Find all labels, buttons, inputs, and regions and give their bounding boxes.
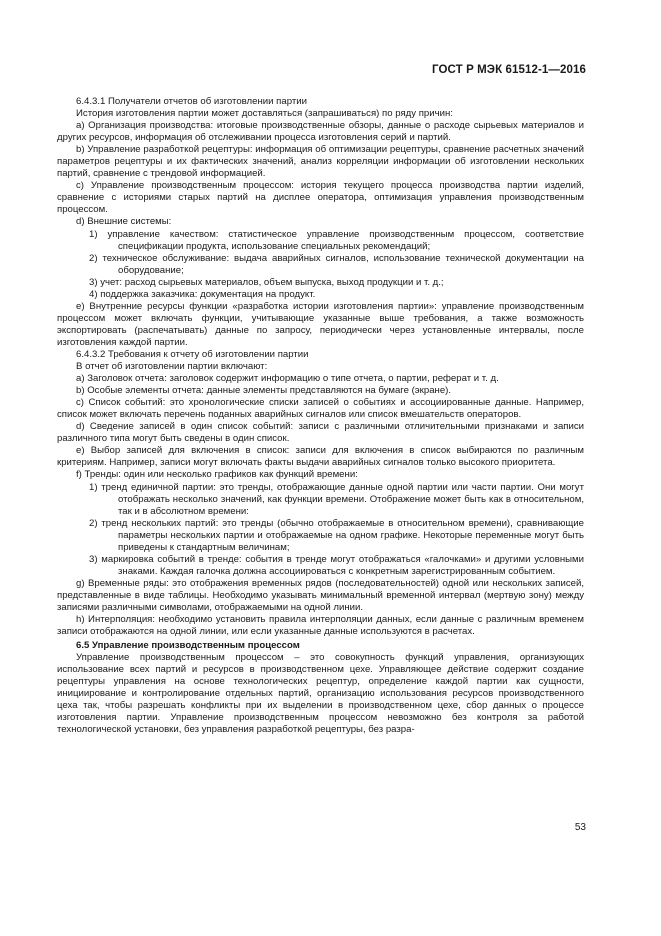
paragraph: В отчет об изготовлении партии включают: — [76, 361, 268, 373]
sub-list-item: 2) техническое обслуживание: выдача аварийных сигналов, использование технической документации на оборудование; — [89, 252, 584, 276]
page-number: 53 — [574, 822, 586, 833]
list-item: c) Управление производственным процессом: история текущего процесса производства партии изделий, сравнение с историями старых партий на дисплее оператора, оптимизация управления производственным процессом. — [57, 180, 584, 216]
list-item: b) Особые элементы отчета: данные элементы представляются на бумаге (экране). — [76, 385, 452, 397]
sub-list-item: 2) тренд нескольких партий: это тренды (обычно отображаемые в относительном времени), сравнивающие параметры нескольких партии и отображаемые на одном графике. Некоторые переменные могут быть приведены к стандартным величинам; — [89, 517, 584, 553]
sub-list-item: 4) поддержка заказчика: документация на продукт. — [89, 288, 316, 300]
list-item: g) Временные ряды: это отображения временных рядов (последовательностей) одной или нескольких записей, представленные в виде таблицы. Необходимо указывать минимальный временной интервал (мертвую зону) между записями различными символами, отображаемыми на одной линии. — [57, 577, 584, 613]
list-item: d) Сведение записей в один список событий: записи с различными отличительными признаками и записи различного типа могут быть сведены в один список. — [57, 421, 584, 445]
sub-list-item: 3) маркировка событий в тренде: события в тренде могут отображаться «галочками» и другими условными знаками. Каждая галочка должна ассоциироваться с конкретным зарегистрированным событием. — [89, 553, 584, 577]
list-item: a) Заголовок отчета: заголовок содержит информацию о типе отчета, о партии, реферат и т. д. — [76, 373, 499, 385]
list-item: e) Внутренние ресурсы функции «разработка истории изготовления партии»: управление производственным процессом может включать функции, учитывающие указанные выше требования, а также возможность экспортировать (распечатывать) данные по запросу, периодически через установленные интервалы, после изготовления каждой партии. — [57, 300, 584, 348]
list-item: h) Интерполяция: необходимо установить правила интерполяции данных, если данные с различным временем записи отображаются на одной линии, или если указанные данные используются в расчетах. — [57, 614, 584, 638]
list-item: c) Список событий: это хронологические списки записей о событиях и ассоциированные данные. Например, список может включать перечень поданных аварийных сигналов или список вмешательств операторов. — [57, 397, 584, 421]
list-item: d) Внешние системы: — [76, 216, 172, 228]
subsection-heading-6431: 6.4.3.1 Получатели отчетов об изготовлении партии — [76, 96, 307, 107]
paragraph: История изготовления партии может доставляться (запрашиваться) по ряду причин: — [76, 108, 453, 120]
sub-list-item: 1) управление качеством: статистическое управление производственным процессом, соответствие спецификации продукта, использование специальных рекомендаций; — [89, 228, 584, 252]
page-body — [57, 96, 584, 736]
list-item: e) Выбор записей для включения в список: записи для включения в список выбираются по различным критериям. Например, записи могут включать факты выдачи аварийных сигналов только высокого приоритета. — [57, 445, 584, 469]
sub-list-item: 1) тренд единичной партии: это тренды, отображающие данные одной партии или части партии. Они могут отображать несколько значений, как функции времени. Отображение может быть как в относительном, так и в абсолютном времени: — [89, 481, 584, 517]
list-item: f) Тренды: один или несколько графиков как функций времени: — [76, 469, 358, 481]
list-item: a) Организация производства: итоговые производственные обзоры, данные о расходе сырьевых материалов и других ресурсов, информация об отслеживании процесса изготовления серий и партий. — [57, 120, 584, 144]
subsection-heading-6432: 6.4.3.2 Требования к отчету об изготовлении партии — [76, 348, 309, 360]
document-code: ГОСТ Р МЭК 61512-1—2016 — [432, 64, 586, 76]
list-item: b) Управление разработкой рецептуры: информация об оптимизации рецептуры, сравнение расчетных значений параметров рецептуры и их фактических значений, анализ корреляции информации об изготовлении нескольких партий, сравнение с трендовой информацией. — [57, 144, 584, 180]
sub-list-item: 3) учет: расход сырьевых материалов, объем выпуска, выход продукции и т. д.; — [89, 276, 444, 288]
section-heading-65: 6.5 Управление производственным процессом — [76, 640, 300, 652]
paragraph: Управление производственным процессом – это совокупность функций управления, организующих использование всех партий и ресурсов в производственном цехе. Управляющее действие содержит создание рецептуры управления на основе технологических рецептур, определение каждой партии как сущности, инициирование и контролирование отдельных партий, организацию использования ресурсов производственного цеха так, чтобы разрешать конфликты при их выделении в производственном цехе, сбор данных о процессе изготовления партии. Управление производственным процессом невозможно без контроля за работой технологической установки, без управления разработкой рецептуры, без разра- — [57, 652, 584, 736]
